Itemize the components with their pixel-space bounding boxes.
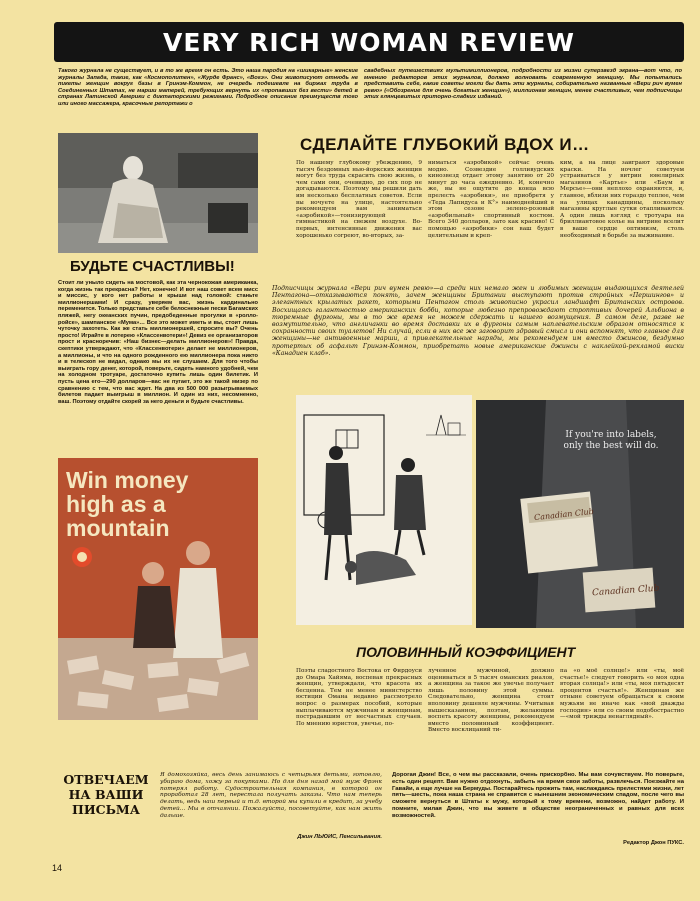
masthead-title: VERY RICH WOMAN REVIEW xyxy=(163,27,575,57)
ad-canadian-line-2: only the best will do. xyxy=(563,441,659,451)
ad-win-line-3: mountain xyxy=(66,515,170,541)
page-number: 14 xyxy=(52,863,63,873)
intro-col-2: свадебных путешествиях мультимиллионеров, подробности из жизни суперзвезд экрана—вот что, по мнению редакторов этих журналов, должно волновать современную женщину. Мы попытались представить себе, какие советы могли бы дать эти журналы, собирательно названные «Вери рич вумен ревю» («Обозрение для очень богатых женщин»), миллионам женщин, менее счастливых, чем подписчицы этих глянцевитых приторно-сладких изданий. xyxy=(364,68,682,101)
lottery-ad xyxy=(58,458,258,720)
street-woman-photo xyxy=(58,133,258,253)
coefficient-col-3: па «о моё солнце!» или «ты, моё счастье!» следует говорить «о моя одна вторая солнца!» или «ты, моя пятьдесят процентов счастья!». Женщинам же отныне советуем обращаться к своим мужьям не иначе как «мой дважды господин» или со своим подобострастно—«мой трижды ненаглядный». xyxy=(560,668,684,721)
deep-breath-col-3: ким, а на лице заиграют здоровые краски. На ночлег советуем устраиваться у витрин ювелирных магазинов «Картье» или «Баум и Мерсье»—они неплохо охраняются, и, главное, вблизи них гораздо теплее, чем на улицах канадщины, поскольку магазины круглые сутки отапливаются. А один лишь взгляд с тротуара на бриллиантовое колье на витрине вселит в ваше сердце оптимизм, столь необходимый в борьбе за выживание. xyxy=(560,160,684,239)
letters-headline xyxy=(58,772,154,817)
canadian-club-ad xyxy=(476,400,684,628)
letters-headline-line-1: ОТВЕЧАЕМ xyxy=(63,772,149,787)
masthead xyxy=(54,22,684,62)
letter-text: Я домохозяйка, весь день занимаюсь с четырьмя детьми, готовлю, убираю дома, хожу за покупками. Но для дня назад мой муж Фрэнк потерял работу. Судостроительная компания, в которой он проработал 28 лет, перестала получать заказы. Что нам теперь делать, ведь наш первый и т.д. второй мы купили в кредит, за учебу детей... Мы в отчаянии. Пожалуйста, посоветуйте, как нам жить дальше. xyxy=(160,772,382,819)
bottle-label: Canadian Club xyxy=(533,506,595,523)
box-label: Canadian Club xyxy=(591,583,660,599)
deep-breath-col-1: По нашему глубокому убеждению, 9 тысяч бездомных нью-йоркских женщин могут без труда скрасить свою жизнь, о чем сами они, очевидно, до сих пор не догадываются. Поэтому мы решили дать им несколько бесплатных советов. Если вы ночуете на улице, настоятельно рекомендуем вам заниматься «аэробикой»—тонизирующей гимнастикой на свежем воздухе. Во-первых, интенсивные движения вас хорошенько согреют, во-вторых, за- xyxy=(296,160,422,239)
deep-breath-col-2: ниматься «аэробикой» сейчас очень модно. Созвездие голливудских кинозвезд отдает этому занятию от 20 минут до часа ежедневно. И, конечно же, вы не ощутите до конца всю прелесть «аэробики», не приобретя у «Теда Лапидуса и К°» наимоднейший в этом сезоне зелено-розовый «аэробильный» спортивный костюм. Всего 340 долларов, зато как красиво! С помощью «аэробики» сон ваш будет целительным и креп- xyxy=(428,160,554,239)
coefficient-headline: ПОЛОВИННЫЙ КОЭФФИЦИЕНТ xyxy=(356,644,576,660)
ad-win-line-2: high as a xyxy=(66,491,166,517)
letters-headline-line-2: НА ВАШИ xyxy=(68,787,144,802)
deep-breath-headline: СДЕЛАЙТЕ ГЛУБОКИЙ ВДОХ И… xyxy=(300,135,590,154)
ad-win-line-1: Win money xyxy=(66,467,189,493)
ad-canadian-line-1: If you're into labels, xyxy=(565,430,657,440)
reply-editor: Редактор Джон ПУКС. xyxy=(623,840,684,846)
reply-text: Дорогая Джин! Все, о чем вы рассказали, очень прискорбно. Мы вам сочувствуем. Но поверьте, есть один рецепт. Вам нужно отдохнуть, забыть на время свои заботы, развлечься. Поезжайте на Гавайи, а еще лучше на Бермуды. Постарайтесь прожить там, наслаждаясь прелестями жизни, лет пять—шесть, пока наша страна не справится с нынешним экономическим спадом, после чего вы сможете вернуться в Штаты к мужу, который к тому времени, возможно, найдет работу. И помните, милая Джин, что вы живете в обществе неограниченных и равных для всех возможностей. xyxy=(392,772,684,819)
coefficient-col-2: лученное мужчиной, должно оцениваться в 5 тысяч оманских риалов, а женщина за такое же увечье получает лишь половину этой суммы. Следовательно, женщина стоит вполовину дешевле мужчины. Учитывая вышесказанное, поэтам, желающим воспеть красоту женщины, рекомендуем вместо половинный коэффициент. Вместо восклицаний ти- xyxy=(428,668,554,734)
letter-signature: Джин ЛЬЮИС, Пенсильвания. xyxy=(297,834,382,840)
be-happy-headline: БУДЬТЕ СЧАСТЛИВЫ! xyxy=(70,258,235,275)
be-happy-body: Стоит ли уныло сидеть на мостовой, как эта чернокожая американка, когда жизнь так прекрасна? Нет, конечно! И вот наш совет всем мисс и миссис, у кого нет работы и крыши над головой: станьте миллионершами! И сразу, уверяем вас, жизнь кардинально переменится. Только представьте себе белоснежные пески Багамских пляжей, негу океанских пучин, предобеденные прогулки в «ролло-ройсе», шампанское «Мума»… Все это может иметь и вы, стоит лишь чуточку захотеть. Как же стать миллионершей, спросите вы? Очень просто! Играйте в лотерею «Классенвотери»! Девиз ее организаторов прост и красноречив: «Наш бизнес—делать миллионеров»! Правда, скептики утверждают, что «Классенвотери» делает не миллионеров, а миллионы, и что на одного рожденного ею миллионера пока никто и в телескоп не видал, однако мы их не слушаем. Для того чтобы выиграть гору денег, которой, поверьте, сидеть намного удобней, чем на холодном тротуаре, достаточно купить лишь один билетик. И пусть цена его—290 долларов—вас не пугает, это же такой мизер по сравнению с тем, что вас ждет. На два из 500 000 разыгрываемых билетов падает выигрыш в миллион. И один из них, несомненно, ваш. Поэтому отдайте скорей за него деньги и будьте счастливы. xyxy=(58,280,258,405)
letters-headline-line-3: ПИСЬМА xyxy=(72,802,140,817)
pentagon-body: Подписчицы журнала «Вери рич вумен ревю»—а среди них немало жен и любимых женщин выдающихся деятелей Пентагона—отказываются понять, зачем женщины Британии выступают против стройных «Першингов» и элегантных крылатых ракет, которыми Пентагон столь живописно украсил ландшафт Британских островов. Восхищаясь галантностью американских бобби, которые любезно препровождают строптивых дочерей Альбиона в тюремные фургоны, мы в то же время не можем сдержать и нашего возмущения. В самом деле, разве не возмутительно, что англичанки во время доставки их в фургоны самым наплевательским образом относятся к сохранности своих туалетов! Ни случай, если в них все же заговорит здравый смысл и они вспомнят, что главное для женщины—не антивоенные марши, а привлекательные наряды, мы рекомендуем им вместо джинсов, бездумно протертых об асфальт Гринэм-Коммон, приобретать новые американские джинсы с наклейкой-рекламой виски «Канадиен клаб». xyxy=(272,285,684,357)
police-van-illustration xyxy=(296,395,472,625)
intro-col-1: Такого журнала не существует, и в то же время он есть. Это наша пародия на «шикарные» женские журналы Запада, такие, как «Космополитен», «Журдe Франс», «Вогэ». Они живописуют отнюдь не пикеты женщин вокруг базы в Гринэм-Коммон, не очередь подешевле на биржах труда в Соединенных Штатах, не марши матерей, требующих вернуть их «пропавших без вести» детей в странах Латинской Америки с диктаторскими режимами. Подробное описание преимуществ того или иного массажера, красочные репортажи о xyxy=(58,68,358,107)
coefficient-col-1: Поэты сладостного Востока от Фирдоуси до Омара Хайяма, воспевая прекрасных женщин, утверждали, что красота их бесценна. Тем не менее министерство юстиции Омана недавно рассмотрело вопрос о размерах пособий, которые выплачиваются мужчинам и женщинам, пострадавшим от несчастных случаев. По мнению юристов, увечье, по- xyxy=(296,668,422,727)
